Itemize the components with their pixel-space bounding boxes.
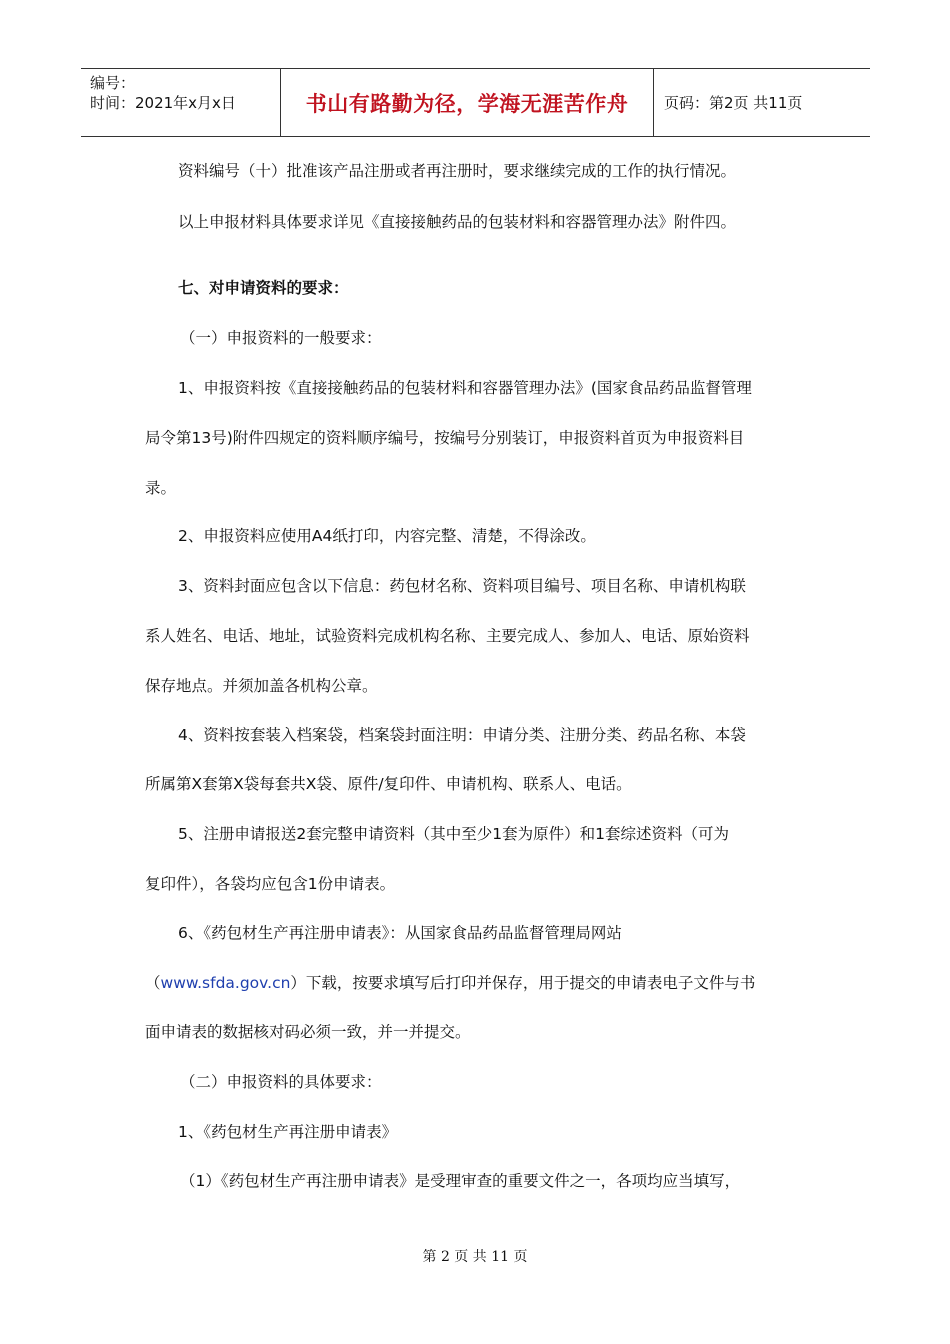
item-6-open-paren: （ xyxy=(145,974,161,992)
header-table xyxy=(81,68,870,137)
item-4-line-2: 所属第X套第X袋每套共X袋、原件/复印件、申请机构、联系人、电话。 xyxy=(145,775,632,793)
header-left-cell xyxy=(81,69,281,136)
item-3-line-2: 系人姓名、电话、地址，试验资料完成机构名称、主要完成人、参加人、电话、原始资料 xyxy=(145,627,750,645)
paragraph-reference: 以上申报材料具体要求详见《直接接触药品的包装材料和容器管理办法》附件四。 xyxy=(178,213,737,231)
item-1-line-3: 录。 xyxy=(145,479,177,497)
paragraph-item-10: 资料编号（十）批准该产品注册或者再注册时，要求继续完成的工作的执行情况。 xyxy=(178,162,737,180)
item-6-line-3: 面申请表的数据核对码必须一致，并一并提交。 xyxy=(145,1023,471,1041)
subsection-specific-requirements: （二）申报资料的具体要求： xyxy=(180,1073,382,1091)
item-6-line-2 xyxy=(145,972,755,994)
item-4-line-1: 4、资料按套装入档案袋，档案袋封面注明：申请分类、注册分类、药品名称、本袋 xyxy=(178,726,746,744)
item-2: 2、申报资料应使用A4纸打印，内容完整、清楚，不得涂改。 xyxy=(178,527,596,545)
sfda-website-link[interactable]: www.sfda.gov.cn xyxy=(160,974,291,992)
item-6-line-1: 6、《药包材生产再注册申请表》：从国家食品药品监督管理局网站 xyxy=(178,924,622,942)
header-page-cell xyxy=(654,69,870,136)
header-motto-cell xyxy=(281,69,654,136)
specific-item-1-1: （1）《药包材生产再注册申请表》是受理审查的重要文件之一，各项均应当填写， xyxy=(180,1172,741,1190)
item-6-line-2-text: ）下载，按要求填写后打印并保存，用于提交的申请表电子文件与书 xyxy=(290,974,756,992)
item-5-line-1: 5、注册申请报送2套完整申请资料（其中至少1套为原件）和1套综述资料（可为 xyxy=(178,825,729,843)
page-footer: 第 2 页 共 11 页 xyxy=(422,1249,528,1265)
header-motto: 书山有路勤为径，学海无涯苦作舟 xyxy=(305,91,629,116)
specific-item-1: 1、《药包材生产再注册申请表》 xyxy=(178,1123,398,1141)
section-heading-7: 七、对申请资料的要求： xyxy=(178,279,349,297)
item-1-line-1: 1、申报资料按《直接接触药品的包装材料和容器管理办法》(国家食品药品监督管理 xyxy=(178,379,752,397)
document-number-label: 编号： xyxy=(90,74,136,92)
item-5-line-2: 复印件），各袋均应包含1份申请表。 xyxy=(145,875,396,893)
subsection-general-requirements: （一）申报资料的一般要求： xyxy=(180,329,382,347)
item-1-line-2: 局令第13号)附件四规定的资料顺序编号，按编号分别装订，申报资料首页为申报资料目 xyxy=(145,429,745,447)
document-date-label: 时间：2021年x月x日 xyxy=(90,94,236,112)
item-3-line-3: 保存地点。并须加盖各机构公章。 xyxy=(145,677,378,695)
header-page-label: 页码：第2页 共11页 xyxy=(664,94,803,112)
item-3-line-1: 3、资料封面应包含以下信息：药包材名称、资料项目编号、项目名称、申请机构联 xyxy=(178,577,746,595)
